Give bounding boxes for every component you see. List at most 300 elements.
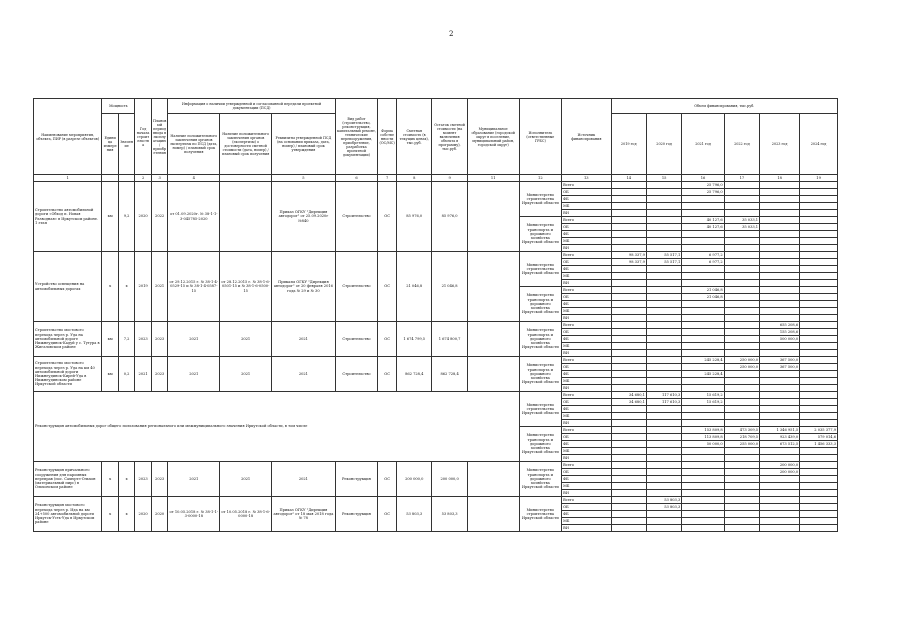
value-cell bbox=[724, 329, 759, 336]
value-cell bbox=[760, 182, 800, 189]
value-cell bbox=[682, 469, 724, 476]
value-cell: 2 035 377,9 bbox=[800, 427, 838, 434]
source-cell: ФБ bbox=[562, 406, 612, 413]
value-cell bbox=[724, 280, 759, 287]
project-psd: 2021 bbox=[272, 322, 336, 357]
value-cell bbox=[800, 308, 838, 315]
value-cell bbox=[760, 252, 800, 259]
header-year: 2021 год bbox=[682, 114, 724, 175]
project-estimate: 862 728,4 bbox=[397, 357, 432, 392]
value-cell bbox=[724, 301, 759, 308]
value-cell bbox=[760, 504, 800, 511]
value-cell bbox=[800, 378, 838, 385]
project-end: 2022 bbox=[151, 182, 168, 252]
column-number: 14 bbox=[611, 175, 646, 182]
value-cell bbox=[611, 224, 646, 231]
column-number: 17 bbox=[724, 175, 759, 182]
value-cell bbox=[760, 280, 800, 287]
value-cell bbox=[724, 350, 759, 357]
value-cell bbox=[646, 462, 681, 469]
value-cell bbox=[724, 315, 759, 322]
value-cell bbox=[646, 385, 681, 392]
project-name: Строительство мостового перехода через р. Уда на автомобильной дороге Нижнеудинск-Кадуй у с. Тутура в Жигаловском районе bbox=[34, 322, 102, 357]
value-cell bbox=[611, 476, 646, 483]
value-cell bbox=[760, 378, 800, 385]
value-cell bbox=[682, 364, 724, 371]
project-exp-b: 2021 bbox=[220, 462, 272, 497]
header-estimate: Сметная стоимость (в текущих ценах), тыс.руб. bbox=[397, 99, 432, 175]
value-cell bbox=[611, 420, 646, 427]
value-cell bbox=[800, 224, 838, 231]
value-cell bbox=[760, 448, 800, 455]
source-cell: ОБ bbox=[562, 504, 612, 511]
grbs-cell: Министерство строительства Иркутской области bbox=[519, 252, 561, 287]
value-cell bbox=[646, 210, 681, 217]
project-unit: х bbox=[102, 497, 119, 532]
value-cell bbox=[760, 497, 800, 504]
value-cell bbox=[724, 511, 759, 518]
project-municipality bbox=[467, 252, 519, 322]
header-year: 2023 год bbox=[760, 114, 800, 175]
value-cell: 25 796,0 bbox=[682, 182, 724, 189]
source-cell: Всего bbox=[562, 497, 612, 504]
value-cell bbox=[611, 315, 646, 322]
value-cell bbox=[800, 294, 838, 301]
value-cell bbox=[800, 462, 838, 469]
project-estimate: 21 046,8 bbox=[397, 252, 432, 322]
source-cell: ВИ bbox=[562, 245, 612, 252]
project-work: Строительство bbox=[335, 357, 377, 392]
value-cell bbox=[800, 364, 838, 371]
value-cell: 250 000,0 bbox=[724, 364, 759, 371]
value-cell bbox=[682, 350, 724, 357]
value-cell bbox=[646, 231, 681, 238]
value-cell bbox=[646, 322, 681, 329]
value-cell bbox=[800, 406, 838, 413]
value-cell bbox=[682, 245, 724, 252]
value-cell bbox=[724, 252, 759, 259]
project-end: 2023 bbox=[151, 357, 168, 392]
project-name: Реконструкция мостового перехода через р. Ида на км 24+500 автомобильной дороги Иркутск-Усть-Уда в Иркутском районе bbox=[34, 497, 102, 532]
value-cell bbox=[760, 371, 800, 378]
value-cell bbox=[760, 203, 800, 210]
column-number: 3 bbox=[151, 175, 168, 182]
value-cell bbox=[724, 273, 759, 280]
project-form: ОС bbox=[378, 322, 397, 357]
grbs-cell: Министерство строительства Иркутской области bbox=[519, 392, 561, 427]
value-cell bbox=[611, 203, 646, 210]
value-cell bbox=[760, 525, 800, 532]
value-cell bbox=[682, 308, 724, 315]
value-cell bbox=[800, 392, 838, 399]
value-cell: 35 033,1 bbox=[724, 224, 759, 231]
value-cell bbox=[760, 385, 800, 392]
value-cell bbox=[724, 455, 759, 462]
value-cell bbox=[682, 455, 724, 462]
source-cell: ОБ bbox=[562, 294, 612, 301]
project-municipality bbox=[467, 462, 519, 497]
source-cell: ВИ bbox=[562, 350, 612, 357]
value-cell: 40 127,6 bbox=[682, 217, 724, 224]
header-source: Источник финансирования bbox=[562, 99, 612, 175]
source-cell: ОБ bbox=[562, 434, 612, 441]
project-psd: Приказ ОГКУ "Дирекция автодорог" от 18 мая 2018 года № 78 bbox=[272, 497, 336, 532]
value-cell bbox=[611, 350, 646, 357]
value-cell bbox=[724, 210, 759, 217]
value-cell: 34 680,1 bbox=[611, 399, 646, 406]
project-exp-a: от 01.09.2020г. № 38-1-1-3-045785-2020 bbox=[168, 182, 220, 252]
value-cell bbox=[646, 224, 681, 231]
header-docs-a: Наличие положительного заключения органов экспертизы по ПСД (дата, номер) / плановый срок получения bbox=[168, 114, 220, 175]
column-number bbox=[118, 175, 135, 182]
value-cell bbox=[800, 511, 838, 518]
value-cell bbox=[724, 504, 759, 511]
value-cell: 117 610,3 bbox=[646, 399, 681, 406]
value-cell bbox=[760, 476, 800, 483]
value-cell bbox=[646, 273, 681, 280]
value-cell bbox=[724, 287, 759, 294]
value-cell bbox=[800, 231, 838, 238]
value-cell: 473 309,5 bbox=[724, 427, 759, 434]
value-cell: 923 439,0 bbox=[760, 434, 800, 441]
header-year: 2024 год bbox=[800, 114, 838, 175]
project-work: Реконструкция bbox=[335, 497, 377, 532]
value-cell bbox=[760, 259, 800, 266]
value-cell: 1 456 333,3 bbox=[800, 441, 838, 448]
header-grbs: Исполнитель (ответственные ГРБС) bbox=[519, 99, 561, 175]
value-cell bbox=[760, 231, 800, 238]
value-cell bbox=[724, 497, 759, 504]
value-cell bbox=[646, 301, 681, 308]
value-cell: 200 000,0 bbox=[760, 462, 800, 469]
value-cell bbox=[800, 238, 838, 245]
value-cell bbox=[760, 238, 800, 245]
value-cell bbox=[760, 301, 800, 308]
header-unit: Единица измерения bbox=[102, 114, 119, 175]
value-cell bbox=[682, 203, 724, 210]
value-cell bbox=[611, 525, 646, 532]
value-cell bbox=[724, 483, 759, 490]
value-cell bbox=[682, 322, 724, 329]
value-cell bbox=[611, 490, 646, 497]
value-cell bbox=[760, 511, 800, 518]
project-remaining: 200 000,0 bbox=[432, 462, 467, 497]
value-cell bbox=[800, 525, 838, 532]
source-cell: ФБ bbox=[562, 231, 612, 238]
project-work: Реконструкция bbox=[335, 462, 377, 497]
value-cell: 25 796,0 bbox=[682, 189, 724, 196]
value-cell bbox=[724, 406, 759, 413]
value-cell bbox=[611, 378, 646, 385]
value-cell: 6 977,2 bbox=[682, 259, 724, 266]
value-cell bbox=[646, 350, 681, 357]
value-cell bbox=[646, 476, 681, 483]
value-cell: 155 208,6 bbox=[760, 329, 800, 336]
value-cell bbox=[611, 189, 646, 196]
source-cell: МБ bbox=[562, 483, 612, 490]
value-cell bbox=[646, 196, 681, 203]
column-number: 6 bbox=[335, 175, 377, 182]
column-number: 7 bbox=[378, 175, 397, 182]
value-cell bbox=[724, 413, 759, 420]
source-cell: ВИ bbox=[562, 525, 612, 532]
value-cell bbox=[611, 217, 646, 224]
source-cell: ВИ bbox=[562, 455, 612, 462]
value-cell bbox=[646, 427, 681, 434]
value-cell bbox=[682, 301, 724, 308]
value-cell bbox=[724, 399, 759, 406]
grbs-cell: Министерство транспорта и дорожного хозяйства Иркутской области bbox=[519, 217, 561, 252]
value-cell: 500 000,0 bbox=[760, 336, 800, 343]
value-cell: 255 000,0 bbox=[724, 441, 759, 448]
page-number: 2 bbox=[449, 30, 454, 38]
value-cell bbox=[760, 315, 800, 322]
column-number: 13 bbox=[562, 175, 612, 182]
value-cell bbox=[646, 518, 681, 525]
project-name: Строительство мостового перехода через р. Уда на км 40 автомобильной дороги Нижнеудинск-Кирей-Уда в Нижнеудинском районе Иркутской области bbox=[34, 357, 102, 392]
value-cell bbox=[611, 294, 646, 301]
value-cell: 673 512,5 bbox=[760, 441, 800, 448]
value-cell bbox=[760, 287, 800, 294]
value-cell bbox=[682, 315, 724, 322]
value-cell bbox=[724, 525, 759, 532]
value-cell: 113 809,8 bbox=[682, 434, 724, 441]
value-cell bbox=[724, 420, 759, 427]
value-cell bbox=[682, 266, 724, 273]
value-cell bbox=[760, 217, 800, 224]
project-exp-b bbox=[220, 182, 272, 252]
project-start: 2023 bbox=[135, 462, 152, 497]
value-cell bbox=[724, 259, 759, 266]
value-cell bbox=[760, 455, 800, 462]
project-remaining: 1 674 800,7 bbox=[432, 322, 467, 357]
header-year: 2019 год bbox=[611, 114, 646, 175]
value-cell bbox=[800, 280, 838, 287]
project-unit: км bbox=[102, 182, 119, 252]
project-exp-b: 2021 bbox=[220, 357, 272, 392]
source-cell: МБ bbox=[562, 308, 612, 315]
project-end: 2020 bbox=[151, 497, 168, 532]
value-cell bbox=[646, 490, 681, 497]
column-number: 1 bbox=[34, 175, 102, 182]
value-cell bbox=[682, 273, 724, 280]
value-cell bbox=[611, 357, 646, 364]
column-number bbox=[220, 175, 272, 182]
header-docs-b: Наличие положительного заключения органов (экспертизы) о достоверности сметной стоимости (дата, номер) / плановый срок получения bbox=[220, 114, 272, 175]
value-cell bbox=[611, 469, 646, 476]
value-cell bbox=[682, 196, 724, 203]
source-cell: Всего bbox=[562, 217, 612, 224]
source-cell: ОБ bbox=[562, 329, 612, 336]
source-cell: МБ bbox=[562, 378, 612, 385]
value-cell bbox=[724, 294, 759, 301]
value-cell bbox=[646, 448, 681, 455]
header-form: Форма собственности (ОС/МС) bbox=[378, 99, 397, 175]
value-cell bbox=[646, 329, 681, 336]
source-cell: ОБ bbox=[562, 224, 612, 231]
value-cell bbox=[611, 448, 646, 455]
header-value: Значение bbox=[118, 114, 135, 175]
project-remaining: 85 976,0 bbox=[432, 182, 467, 252]
value-cell bbox=[611, 455, 646, 462]
value-cell bbox=[682, 420, 724, 427]
value-cell bbox=[646, 357, 681, 364]
value-cell bbox=[800, 336, 838, 343]
value-cell bbox=[611, 441, 646, 448]
project-value: 9,2 bbox=[118, 182, 135, 252]
value-cell bbox=[800, 399, 838, 406]
value-cell: 218 709,5 bbox=[724, 434, 759, 441]
value-cell bbox=[682, 413, 724, 420]
project-work: Строительство bbox=[335, 252, 377, 322]
header-year-end: Плановый период ввода в эксплуатацию/ приобретения bbox=[151, 99, 168, 175]
column-number bbox=[102, 175, 119, 182]
value-cell bbox=[646, 336, 681, 343]
value-cell bbox=[800, 518, 838, 525]
value-cell bbox=[646, 525, 681, 532]
value-cell bbox=[800, 420, 838, 427]
value-cell: 153 809,8 bbox=[682, 427, 724, 434]
value-cell bbox=[682, 448, 724, 455]
value-cell bbox=[611, 504, 646, 511]
column-number: 2 bbox=[135, 175, 152, 182]
source-cell: МБ bbox=[562, 238, 612, 245]
value-cell bbox=[724, 238, 759, 245]
project-value: 7,2 bbox=[118, 322, 135, 357]
value-cell bbox=[646, 406, 681, 413]
value-cell bbox=[611, 196, 646, 203]
value-cell bbox=[611, 245, 646, 252]
value-cell bbox=[760, 399, 800, 406]
project-end: 2023 bbox=[151, 322, 168, 357]
value-cell bbox=[646, 413, 681, 420]
value-cell bbox=[611, 273, 646, 280]
value-cell bbox=[800, 189, 838, 196]
value-cell bbox=[724, 203, 759, 210]
value-cell bbox=[611, 182, 646, 189]
value-cell bbox=[760, 343, 800, 350]
value-cell: 21 046,8 bbox=[682, 287, 724, 294]
project-start: 2020 bbox=[135, 497, 152, 532]
project-estimate: 1 674 799,5 bbox=[397, 322, 432, 357]
value-cell bbox=[760, 483, 800, 490]
investment-table bbox=[33, 98, 838, 532]
project-form: ОС bbox=[378, 462, 397, 497]
project-exp-a: 2021 bbox=[168, 462, 220, 497]
project-work: Строительство bbox=[335, 322, 377, 357]
grbs-cell: Министерство транспорта и дорожного хозяйства Иркутской области bbox=[519, 322, 561, 357]
table-row bbox=[34, 322, 838, 329]
value-cell bbox=[760, 210, 800, 217]
value-cell bbox=[611, 322, 646, 329]
value-cell bbox=[724, 266, 759, 273]
source-cell: МБ bbox=[562, 343, 612, 350]
value-cell bbox=[646, 189, 681, 196]
source-cell: Всего bbox=[562, 287, 612, 294]
value-cell: 367 500,0 bbox=[760, 364, 800, 371]
value-cell: 250 000,0 bbox=[724, 357, 759, 364]
value-cell bbox=[611, 385, 646, 392]
value-cell bbox=[800, 357, 838, 364]
project-value: х bbox=[118, 497, 135, 532]
value-cell bbox=[611, 308, 646, 315]
table-row bbox=[34, 497, 838, 504]
grbs-cell: Министерство транспорта и дорожного хозяйства Иркутской области bbox=[519, 462, 561, 497]
column-number: 11 bbox=[467, 175, 519, 182]
value-cell bbox=[760, 266, 800, 273]
source-cell: МБ bbox=[562, 273, 612, 280]
value-cell bbox=[724, 182, 759, 189]
table-row bbox=[34, 462, 838, 469]
header-remaining: Остаток сметной стоимости (на момент включения объекта в программу), тыс.руб. bbox=[432, 99, 467, 175]
value-cell bbox=[646, 511, 681, 518]
value-cell bbox=[611, 210, 646, 217]
project-form: ОС bbox=[378, 357, 397, 392]
column-number: 8 bbox=[397, 175, 432, 182]
value-cell bbox=[611, 301, 646, 308]
source-cell: ФБ bbox=[562, 476, 612, 483]
source-cell: ФБ bbox=[562, 441, 612, 448]
column-number: 4 bbox=[168, 175, 220, 182]
project-psd: 2021 bbox=[272, 357, 336, 392]
project-value: 0,2 bbox=[118, 357, 135, 392]
project-form: ОС bbox=[378, 182, 397, 252]
table-row bbox=[34, 392, 838, 399]
value-cell bbox=[760, 490, 800, 497]
value-cell bbox=[646, 182, 681, 189]
value-cell: 50 000,0 bbox=[682, 441, 724, 448]
column-number: 16 bbox=[682, 175, 724, 182]
value-cell bbox=[800, 203, 838, 210]
header-year-start: Год начала строительства bbox=[135, 99, 152, 175]
value-cell: 98 337,9 bbox=[611, 259, 646, 266]
value-cell bbox=[646, 280, 681, 287]
source-cell: ВИ bbox=[562, 385, 612, 392]
project-unit: х bbox=[102, 462, 119, 497]
value-cell bbox=[646, 315, 681, 322]
value-cell bbox=[800, 210, 838, 217]
source-cell: ОБ bbox=[562, 189, 612, 196]
project-value: х bbox=[118, 462, 135, 497]
value-cell bbox=[611, 364, 646, 371]
project-unit: х bbox=[102, 252, 119, 322]
value-cell: 53 803,3 bbox=[646, 497, 681, 504]
value-cell bbox=[611, 231, 646, 238]
project-exp-b: от 10.05.2018 г. № 38-1-6-0000-18 bbox=[220, 497, 272, 532]
project-remaining: 53 803,3 bbox=[432, 497, 467, 532]
value-cell bbox=[724, 231, 759, 238]
value-cell bbox=[682, 210, 724, 217]
value-cell bbox=[611, 280, 646, 287]
project-start: 2019 bbox=[135, 252, 152, 322]
value-cell bbox=[611, 287, 646, 294]
table-row bbox=[34, 252, 838, 259]
project-exp-a: 2021 bbox=[168, 357, 220, 392]
value-cell bbox=[611, 427, 646, 434]
value-cell bbox=[800, 217, 838, 224]
source-cell: МБ bbox=[562, 518, 612, 525]
value-cell bbox=[646, 343, 681, 350]
value-cell bbox=[646, 420, 681, 427]
source-cell: ВИ bbox=[562, 490, 612, 497]
project-remaining: 862 728,4 bbox=[432, 357, 467, 392]
grbs-cell: Министерство транспорта и дорожного хозяйства Иркутской области bbox=[519, 287, 561, 322]
project-municipality bbox=[467, 497, 519, 532]
value-cell bbox=[724, 392, 759, 399]
value-cell: 34 680,1 bbox=[611, 392, 646, 399]
project-estimate: 200 000,0 bbox=[397, 462, 432, 497]
project-start: 2020 bbox=[135, 182, 152, 252]
